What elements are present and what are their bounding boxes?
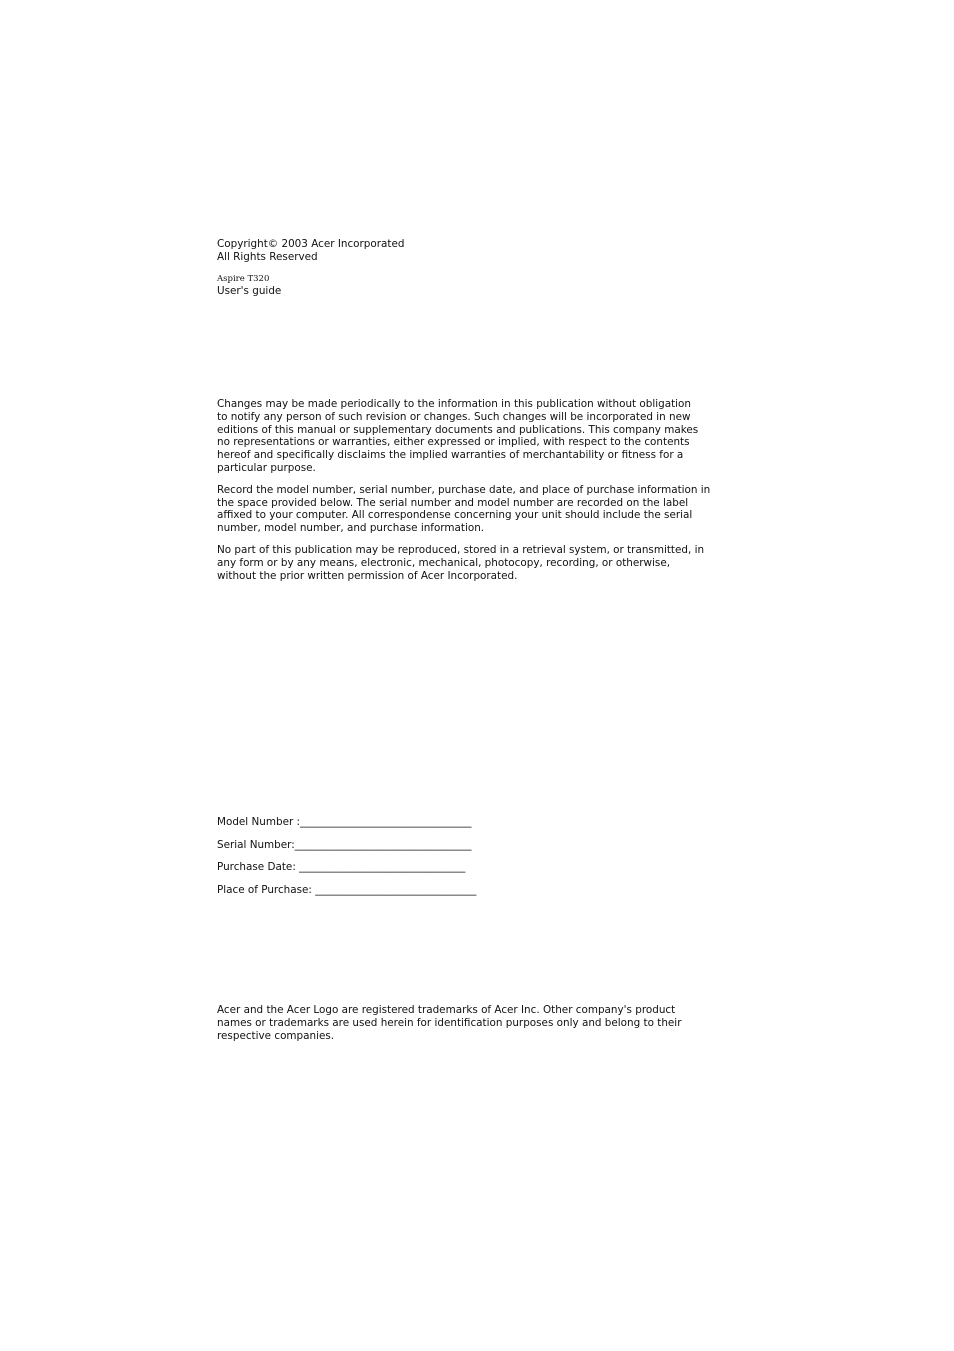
- text-line: Acer and the Acer Logo are registered trademarks of Acer Inc. Other company's product: [217, 1004, 676, 1016]
- place-of-purchase-field: Place of Purchase: _______________________________: [217, 884, 477, 897]
- text-line: Record the model number, serial number, purchase date, and place of purchase information in: [217, 483, 711, 496]
- text-line: without the prior written permission of Acer Incorporated.: [217, 569, 518, 582]
- text-line: no representations or warranties, either expressed or implied, with respect to the contents: [217, 436, 690, 449]
- copyright-block: [217, 238, 709, 264]
- rights-line: All Rights Reserved: [217, 250, 318, 263]
- text-line: to notify any person of such revision or changes. Such changes will be incorporated in new: [217, 410, 691, 423]
- text-line: number, model number, and purchase information.: [217, 522, 485, 535]
- text-line: the space provided below. The serial number and model number are recorded on the label: [217, 496, 689, 509]
- text-line: hereof and specifically disclaims the implied warranties of merchantability or fitness for a: [217, 449, 684, 462]
- text-line: names or trademarks are used herein for identification purposes only and belong to their: [217, 1016, 682, 1029]
- text-line: No part of this publication may be reproduced, stored in a retrieval system, or transmitted, in: [217, 543, 705, 556]
- guide-title: User's guide: [217, 285, 282, 297]
- text-line: Changes may be made periodically to the information in this publication without obligation: [217, 398, 691, 410]
- paragraph-changes: [217, 398, 709, 475]
- serial-number-field: Serial Number:__________________________________: [217, 838, 472, 851]
- paragraph-record: [217, 484, 709, 535]
- copyright-line: Copyright© 2003 Acer Incorporated: [217, 238, 405, 250]
- model-number-field: Model Number :_________________________________: [217, 816, 472, 828]
- purchase-date-field: Purchase Date: ________________________________: [217, 861, 466, 874]
- product-block: [217, 274, 709, 298]
- disclaimer-section: [217, 398, 709, 591]
- text-line: affixed to your computer. All correspondense concerning your unit should include the serial: [217, 509, 693, 522]
- paragraph-reproduction: [217, 544, 709, 582]
- text-line: any form or by any means, electronic, mechanical, photocopy, recording, or otherwise,: [217, 556, 671, 569]
- model-name: Aspire T320: [217, 274, 270, 284]
- trademark-notice: [217, 1004, 709, 1042]
- text-line: editions of this manual or supplementary documents and publications. This company makes: [217, 423, 699, 436]
- text-line: particular purpose.: [217, 461, 316, 474]
- record-fields: [217, 816, 709, 907]
- text-line: respective companies.: [217, 1029, 335, 1042]
